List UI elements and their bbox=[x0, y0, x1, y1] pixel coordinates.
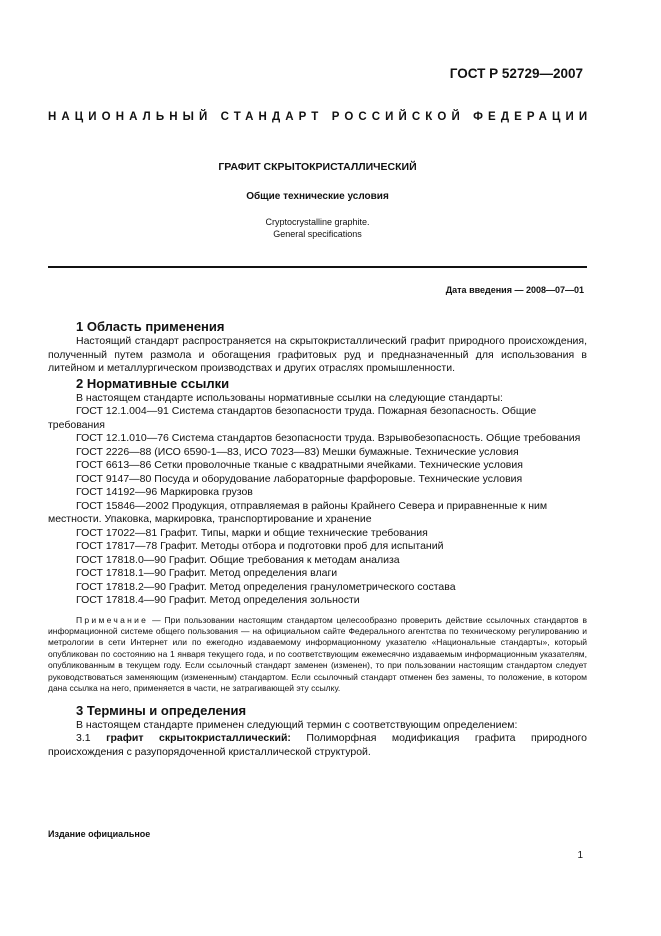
note-text: — При пользовании настоящим стандартом целесообразно проверить действие ссылочных стандартов в информационной системе общего пользования — на официальном сайте Федерального агентства по техническому регулированию и метрологии в сети Интернет или по ежегодно издаваемому информационному указателю «Национальные стандарты», который опубликован по состоянию на 1 января текущего года, и по соответствующим ежемесячно издаваемым информационным указателям, опубликованным в текущем году. Если ссылочный стандарт заменен (изменен), то при пользовании настоящим стандартом следует руководствоваться заменяющим (измененным) стандартом. Если ссылочный стандарт отменен без замены, то положение, в котором дана ссылка на него, применяется в части, не затрагивающей эту ссылку. bbox=[48, 614, 587, 693]
national-standard-heading: НАЦИОНАЛЬНЫЙ СТАНДАРТ РОССИЙСКОЙ ФЕДЕРАЦИИ bbox=[48, 111, 593, 123]
reference-item: ГОСТ 9147—80 Посуда и оборудование лабораторные фарфоровые. Технические условия bbox=[76, 472, 523, 485]
english-title-line-1: Cryptocrystalline graphite. bbox=[265, 217, 370, 227]
section-1-heading: 1 Область применения bbox=[76, 319, 225, 334]
document-title: ГРАФИТ СКРЫТОКРИСТАЛЛИЧЕСКИЙ bbox=[218, 161, 417, 173]
section-3-intro: В настоящем стандарте применен следующий термин с соответствующим определением: bbox=[76, 718, 518, 731]
english-title-line-2: General specifications bbox=[273, 229, 362, 239]
term-name: графит скрытокристаллический: bbox=[106, 732, 291, 745]
reference-item: ГОСТ 14192—96 Маркировка грузов bbox=[76, 486, 253, 498]
reference-item: ГОСТ 17818.0—90 Графит. Общие требования к методам анализа bbox=[76, 553, 400, 566]
reference-note bbox=[48, 615, 587, 695]
term-definition bbox=[48, 732, 587, 759]
official-edition-label: Издание официальное bbox=[48, 829, 151, 839]
section-1-text: Настоящий стандарт распространяется на скрытокристаллический графит природного происхождения, полученный путем размола и обогащения графитовых руд и предназначенный для использования в литейном и металлургическом производствах и других отраслях промышленности. bbox=[48, 335, 587, 374]
reference-item: ГОСТ 17818.2—90 Графит. Метод определения гранулометрического состава bbox=[76, 580, 456, 593]
reference-item: ГОСТ 17818.4—90 Графит. Метод определения зольности bbox=[76, 594, 360, 606]
document-body bbox=[48, 319, 587, 759]
term-number: 3.1 bbox=[76, 732, 107, 745]
page-number: 1 bbox=[577, 850, 583, 861]
reference-item: ГОСТ 15846—2002 Продукция, отправляемая в районы Крайнего Севера и приравненные к ним местности. Упаковка, маркировка, транспортирование и хранение bbox=[48, 499, 548, 525]
reference-item: ГОСТ 12.1.010—76 Система стандартов безопасности труда. Взрывобезопасность. Общие требования bbox=[76, 432, 581, 444]
reference-item: ГОСТ 6613—86 Сетки проволочные тканые с квадратными ячейками. Технические условия bbox=[76, 459, 523, 471]
reference-item: ГОСТ 17022—81 Графит. Типы, марки и общие технические требования bbox=[76, 526, 428, 539]
note-label: Примечание bbox=[76, 614, 149, 625]
english-title bbox=[48, 216, 587, 240]
introduction-date: Дата введения — 2008—07—01 bbox=[445, 285, 584, 295]
reference-item: ГОСТ 2226—88 (ИСО 6590-1—83, ИСО 7023—83) Мешки бумажные. Технические условия bbox=[76, 445, 519, 458]
reference-item: ГОСТ 12.1.004—91 Система стандартов безопасности труда. Пожарная безопасность. Общие требования bbox=[48, 405, 537, 431]
document-subtitle: Общие технические условия bbox=[246, 191, 389, 202]
horizontal-rule bbox=[48, 266, 587, 268]
term-definition-text: Полиморфная модификация графита природного происхождения с разупорядоченной кристаллической структурой. bbox=[48, 732, 587, 758]
reference-item: ГОСТ 17817—78 Графит. Методы отбора и подготовки проб для испытаний bbox=[76, 540, 444, 552]
section-2-heading: 2 Нормативные ссылки bbox=[76, 375, 230, 391]
title-block bbox=[48, 161, 587, 240]
reference-item: ГОСТ 17818.1—90 Графит. Метод определения влаги bbox=[76, 567, 338, 579]
standard-number: ГОСТ Р 52729—2007 bbox=[449, 66, 583, 81]
section-2-intro: В настоящем стандарте использованы нормативные ссылки на следующие стандарты: bbox=[76, 391, 503, 404]
section-3-heading: 3 Термины и определения bbox=[76, 702, 247, 718]
